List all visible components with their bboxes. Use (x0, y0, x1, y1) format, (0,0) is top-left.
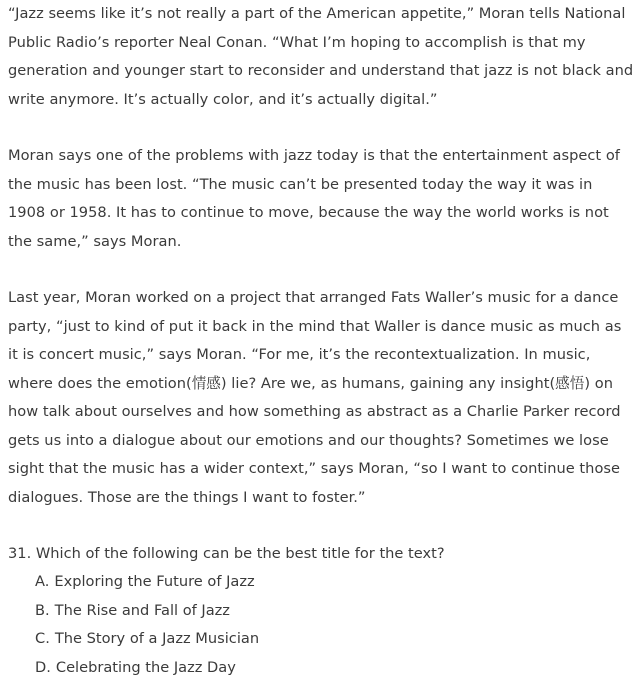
option-c (35, 625, 259, 654)
answer-options (35, 568, 259, 682)
option-d-text: Celebrating the Jazz Day (55, 658, 236, 676)
option-a-letter: A. (35, 573, 50, 590)
option-a-text: Exploring the Future of Jazz (54, 573, 255, 590)
option-b-text: The Rise and Fall of Jazz (54, 601, 230, 619)
option-a (35, 568, 259, 597)
passage-paragraph-2: Moran says one of the problems with jazz today is that the entertainment aspect of the music has been lost. “The music can’t be presented today the way it was in 1908 or 1958. It has to continue to move, because the way the world works is not the same,” says Moran. (8, 147, 620, 250)
option-b-letter: B. (35, 601, 50, 619)
passage-paragraph-1: “Jazz seems like it’s not really a part of the American appetite,” Moran tells National Public Radio’s reporter Neal Conan. “What I’m hoping to accomplish is that my generation and younger start to reconsider and understand that jazz is not black and write anymore. It’s actually color, and it’s actually digital.” (8, 5, 634, 108)
option-c-text: The Story of a Jazz Musician (54, 630, 260, 648)
passage-paragraph-3: Last year, Moran worked on a project that arranged Fats Waller’s music for a dance party, “just to kind of put it back in the mind that Waller is dance music as much as it is concert music,” says Moran. “For me, it’s the recontextualization. In music, where does the emotion(情感) lie? Are we, as humans, gaining any insight(感悟) on how talk about ourselves and how something as abstract as a Charlie Parker record gets us into a dialogue about our emotions and our thoughts? Sometimes we lose sight that the music has a wider context,” says Moran, “so I want to continue those dialogues. Those are the things I want to foster.” (8, 289, 622, 506)
option-b (35, 597, 259, 626)
question-stem: 31. Which of the following can be the best title for the text? (8, 545, 445, 562)
option-d-letter: D. (35, 658, 51, 676)
option-d (35, 654, 259, 683)
option-c-letter: C. (35, 630, 50, 648)
